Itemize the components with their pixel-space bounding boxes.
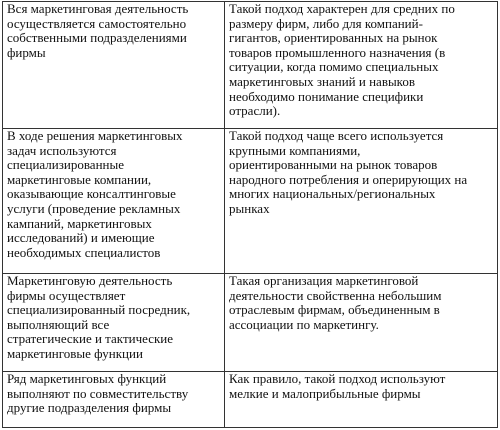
table-cell-approach xyxy=(3,372,225,428)
table-cell-approach xyxy=(3,274,225,372)
document-page xyxy=(2,1,497,427)
table-cell-description xyxy=(225,372,498,428)
table-cell-description xyxy=(225,129,498,274)
cell-text: Как правило, такой подход используют мелкие и малоприбыльные фирмы xyxy=(229,371,446,401)
cell-text: Такая организация маркетинговой деятельности свойственна небольшим отраслевым фирмам, объединенным в ассоциации по маркетингу. xyxy=(229,273,442,332)
table-cell-description xyxy=(225,274,498,372)
cell-text: Маркетинговую деятельность фирмы осуществляет специализированный посредник, выполняющий все стратегические и тактические маркетинговые функции xyxy=(7,273,191,361)
cell-text: Такой подход чаще всего используется крупными компаниями, ориентированными на рынок товаров народного потребления и оперирующих на многих национальных/региональных рынках xyxy=(229,128,468,216)
cell-text: Такой подход характерен для средних по размеру фирм, либо для компаний- гигантов, ориентированных на рынок товаров промышленного назначения (в ситуации, когда помимо специальных маркетинговых знаний и навыков необходимо понимание специфики отрасли). xyxy=(229,1,455,119)
table-row xyxy=(3,129,498,274)
table-row xyxy=(3,372,498,428)
cell-text: В ходе решения маркетинговых задач используются специализированные маркетинговые компании, оказывающие консалтинговые услуги (проведение рекламных кампаний, маркетинговых исследований) и имеющие необходимых специалистов xyxy=(7,128,183,260)
marketing-organization-table xyxy=(2,1,498,428)
table-cell-approach xyxy=(3,129,225,274)
table-cell-description xyxy=(225,2,498,129)
cell-text: Вся маркетинговая деятельность осуществляется самостоятельно собственными подразделениями фирмы xyxy=(7,1,189,60)
cell-text: Ряд маркетинговых функций выполняют по совместительству другие подразделения фирмы xyxy=(7,371,189,416)
table-cell-approach xyxy=(3,2,225,129)
table-row xyxy=(3,274,498,372)
table-row xyxy=(3,2,498,129)
